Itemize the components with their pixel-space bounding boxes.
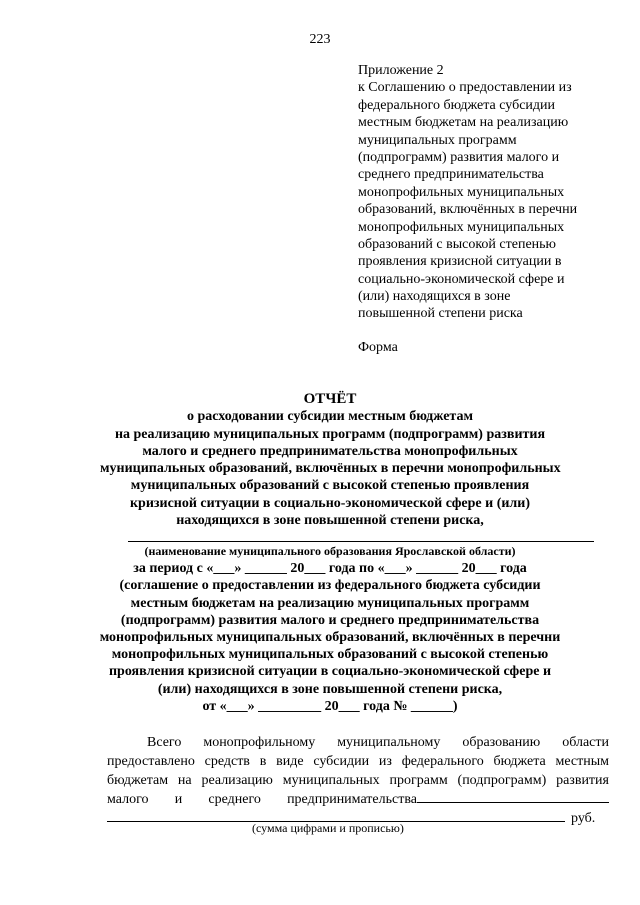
title-line: малого и среднего предпринимательства монопрофильных [142,443,518,459]
municipality-fill-line [128,541,594,542]
annex-line: муниципальных программ [358,132,517,148]
annex-line: проявления кризисной ситуации в [358,254,562,270]
report-details-block [80,543,580,715]
currency-label: руб. [571,811,596,826]
title-line: муниципальных образований с высокой степенью проявления [130,478,530,494]
annex-line: к Соглашению о предоставлении из [358,80,572,96]
agreement-line: местным бюджетам на реализацию муниципальных программ [130,595,530,611]
body-word: среднего [208,792,261,807]
title-line: муниципальных образований, включённых в перечни монопрофильных [100,461,561,477]
body-word-with-blank [287,790,609,809]
title-line: о расходовании субсидии местным бюджетам [186,409,473,425]
body-line: предоставлено средств в виде субсидии из федерального бюджета местным [107,754,609,769]
annex-line: образований, включённых в перечни [358,202,578,218]
page-number: 223 [309,32,331,47]
annex-line: монопрофильных муниципальных [358,219,565,235]
annex-line: федерального бюджета субсидии [358,97,556,113]
body-line-with-blank [107,790,609,809]
sum-fill-line [417,790,609,803]
agreement-line: (или) находящихся в зоне повышенной степени риска, [157,681,503,697]
sum-caption: (сумма цифрами и прописью) [252,821,404,835]
report-heading: ОТЧЁТ [303,391,357,407]
agreement-line: от «___» _________ 20___ года № ______) [202,698,458,714]
agreement-line: (подпрограмм) развития малого и среднего предпринимательства [120,612,540,628]
annex-line: местным бюджетам на реализацию [358,115,569,131]
period-line: за период с «___» ______ 20___ года по «___» ______ 20___ года [133,561,527,577]
annex-line: повышенной степени риска [358,306,523,322]
annex-line: образований с высокой степенью [358,236,557,252]
body-paragraph [107,733,609,827]
annex-line: (подпрограмм) развития малого и [358,149,560,165]
annex-block [358,62,608,323]
body-word: и [174,792,183,807]
annex-line: среднего предпринимательства [358,167,544,183]
agreement-line: монопрофильных муниципальных образований, включённых в перечни [99,629,561,645]
body-word: малого [107,792,149,807]
body-line: Всего монопрофильному муниципальному образованию области [147,735,609,750]
report-title-block [100,391,560,529]
agreement-line: монопрофильных муниципальных образований с высокой степенью [111,647,549,663]
body-line: бюджетам на реализацию муниципальных программ (подпрограмм) развития [107,773,609,788]
municipality-caption: (наименование муниципального образования Ярославской области) [144,544,516,558]
annex-line: социально-экономической сфере и [358,271,565,287]
annex-line: Приложение 2 [358,63,444,78]
body-word: предпринимательства [287,792,417,807]
title-line: кризисной ситуации в социально-экономической сфере и (или) [129,495,531,511]
title-line: находящихся в зоне повышенной степени риска, [176,513,484,529]
title-line: на реализацию муниципальных программ (подпрограмм) развития [114,426,546,442]
agreement-line: проявления кризисной ситуации в социально-экономической сфере и [108,664,552,680]
form-label: Форма [358,340,398,355]
annex-line: (или) находящихся в зоне [358,289,511,305]
agreement-line: (соглашение о предоставлении из федерального бюджета субсидии [119,578,541,594]
annex-line: монопрофильных муниципальных [358,184,565,200]
